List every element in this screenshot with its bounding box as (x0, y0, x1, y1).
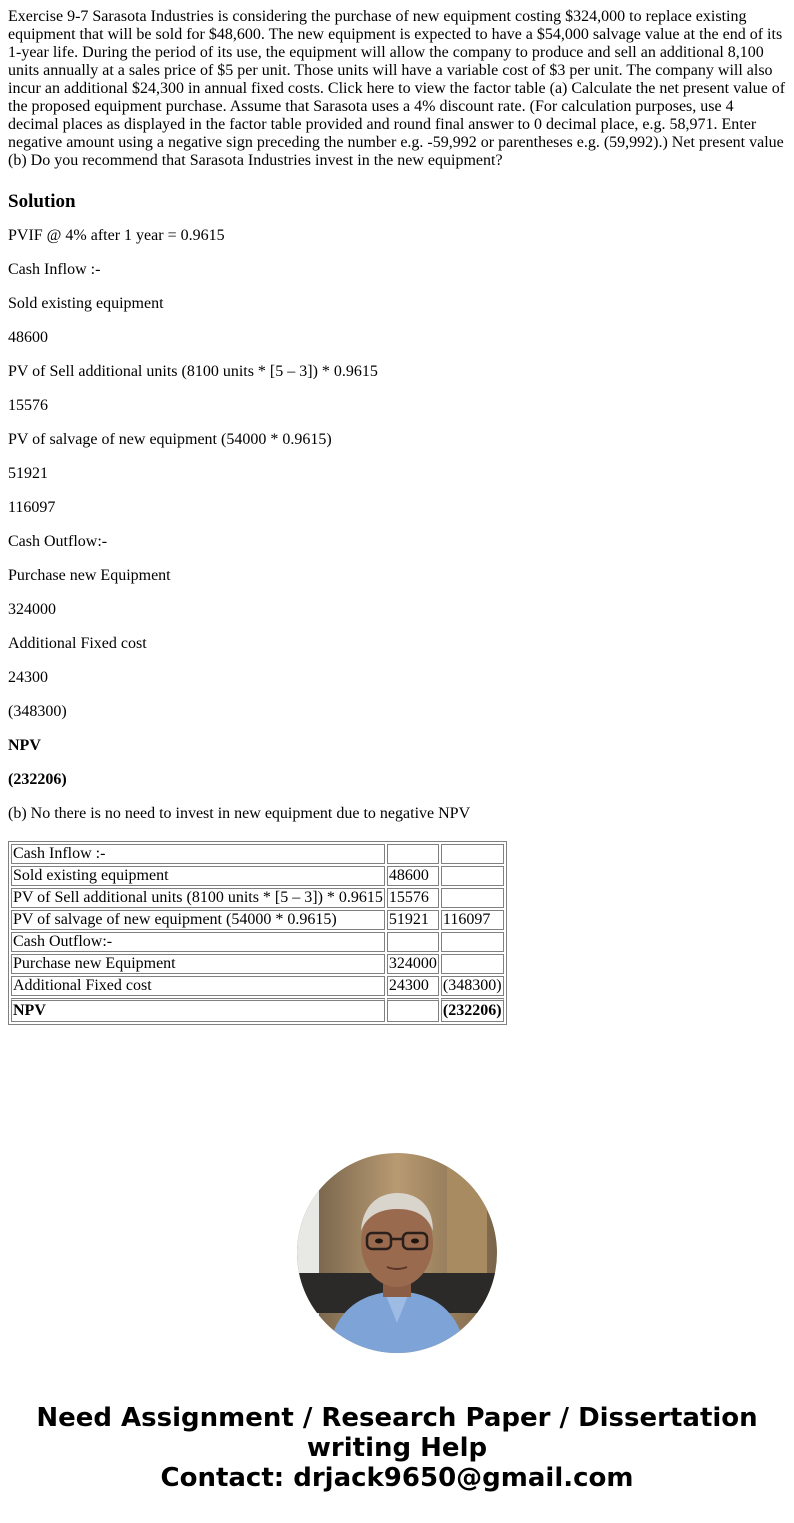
table-cell (441, 954, 504, 974)
table-row (11, 976, 504, 996)
table-cell (441, 888, 504, 908)
solution-line: 116097 (8, 499, 56, 516)
footer-line: writing Help (306, 1433, 488, 1463)
table-cell (387, 844, 439, 864)
solution-line: Cash Inflow :- (8, 261, 101, 278)
solution-line: Additional Fixed cost (8, 635, 147, 652)
table-cell: PV of Sell additional units (8100 units * [5 – 3]) * 0.9615 (13, 889, 383, 906)
document-content (8, 8, 786, 823)
table-cell: 48600 (387, 866, 439, 886)
table-row (11, 954, 504, 974)
footer-contact: Contact: drjack9650@gmail.com (160, 1463, 634, 1493)
table-cell: NPV (11, 998, 385, 1022)
table-row (11, 844, 504, 864)
footer-line: Need Assignment / Research Paper / Dissertation (36, 1403, 758, 1433)
solution-line: 324000 (8, 601, 56, 618)
table-cell: Additional Fixed cost (11, 976, 385, 996)
solution-table (8, 841, 507, 1025)
solution-lines (8, 227, 786, 823)
author-avatar (297, 1153, 497, 1353)
table-cell (387, 998, 439, 1022)
table-cell: Purchase new Equipment (11, 954, 385, 974)
npv-label: NPV (8, 737, 41, 754)
solution-line: PV of salvage of new equipment (54000 * 0.9615) (8, 431, 332, 448)
promo-footer (0, 1403, 794, 1493)
table-cell: PV of salvage of new equipment (54000 * 0.9615) (11, 910, 385, 930)
table-cell (441, 866, 504, 886)
npv-value: (232206) (8, 771, 67, 788)
table-cell: Sold existing equipment (11, 866, 385, 886)
table-cell: 324000 (388, 955, 437, 972)
solution-line: Cash Outflow:- (8, 533, 108, 550)
recommendation-line: (b) No there is no need to invest in new equipment due to negative NPV (8, 805, 471, 822)
solution-line: Purchase new Equipment (8, 567, 171, 584)
table-cell: (348300) (442, 977, 502, 994)
solution-line: 15576 (8, 397, 48, 414)
solution-line: 48600 (8, 329, 48, 346)
solution-heading: Solution (8, 191, 76, 212)
table-cell: 24300 (387, 976, 439, 996)
solution-line: PV of Sell additional units (8100 units * [5 – 3]) * 0.9615 (8, 363, 378, 380)
table-cell (441, 932, 504, 952)
table-cell: 15576 (387, 888, 439, 908)
solution-line: 24300 (8, 669, 48, 686)
table-cell: 51921 (387, 910, 439, 930)
solution-line: 51921 (8, 465, 48, 482)
portrait-image (297, 1153, 497, 1353)
table-row (11, 888, 504, 908)
table-row (11, 932, 504, 952)
solution-line: PVIF @ 4% after 1 year = 0.9615 (8, 227, 225, 244)
table-cell (441, 844, 504, 864)
table-cell: (232206) (441, 998, 504, 1022)
solution-line: Sold existing equipment (8, 295, 164, 312)
table-cell: Cash Inflow :- (11, 844, 385, 864)
table-row (11, 866, 504, 886)
table-cell (387, 932, 439, 952)
solution-line: (348300) (8, 703, 67, 720)
table-cell: 116097 (441, 910, 504, 930)
table-row (11, 910, 504, 930)
table-row-npv (11, 998, 504, 1022)
table-cell: Cash Outflow:- (11, 932, 385, 952)
question-text: Exercise 9-7 Sarasota Industries is considering the purchase of new equipment costing $324,000 to replace existing equipment that will be sold for $48,600. The new equipment is expected to have a $54,000 salvage value at the end of its 1-year life. During the period of its use, the equipment will allow the company to produce and sell an additional 8,100 units annually at a sales price of $5 per unit. Those units will have a variable cost of $3 per unit. The company will also incur an additional $24,300 in annual fixed costs. Click here to view the factor table (a) Calculate the net present value of the proposed equipment purchase. Assume that Sarasota uses a 4% discount rate. (For calculation purposes, use 4 decimal places as displayed in the factor table provided and round final answer to 0 decimal place, e.g. 58,971. Enter negative amount using a negative sign preceding the number e.g. -59,992 or parentheses e.g. (59,992).) Net present value (b) Do you recommend that Sarasota Industries invest in the new equipment? (8, 8, 786, 169)
